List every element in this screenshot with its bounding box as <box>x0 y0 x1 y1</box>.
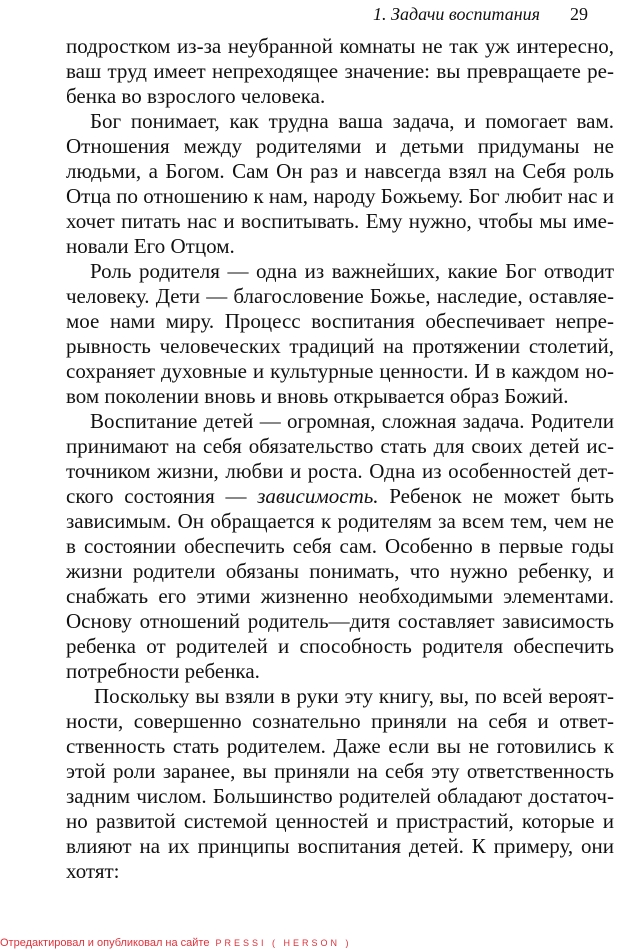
page-number: 29 <box>570 4 588 24</box>
paragraph-text-end: Ребенок не может быть зависимым. Он обращается к родителям за всем тем, чем не в состоянии обеспечить себя сам. Особенно в первые годы жизни родители обязаны понимать, что нужно ребенку, и снабжать его этими жизненно необходимыми элементами. Основу отношений родитель—дитя составляет зависимость ребенка от родителей и способность родителя обеспечить потребности ребенка. <box>66 484 614 683</box>
chapter-title: 1. Задачи воспитания <box>373 4 540 24</box>
paragraph-god-understands: Бог понимает, как трудна ваша задача, и помогает вам. Отношения между родителями и детьми придуманы не людьми, а Богом. Сам Он раз и навсегда взял на Себя роль Отца по отношению к нам, народу Божьему. Бог любит нас и хочет питать нас и воспитывать. Ему нужно, чтобы мы именовали Его Отцом. <box>66 109 614 258</box>
body-text <box>66 34 614 884</box>
emphasis-dependence: зависимость. <box>257 484 379 508</box>
footer-credit-text: Отредактировал и опубликовал на сайте <box>0 937 210 949</box>
paragraph-text-start: Воспитание детей — огромная, сложная задача. Родители принимают на себя обязательство стать для своих детей источником жизни, любви и роста. Одна из особенностей детского состояния — <box>66 409 614 508</box>
paragraph-continuation: подростком из-за неубранной комнаты не так уж интересно, ваш труд имеет непреходящее значение: вы превращаете ребенка во взрослого человека. <box>66 34 614 108</box>
footer-site-name: PRESSI ( HERSON ) <box>215 938 352 948</box>
paragraph-parent-role: Роль родителя — одна из важнейших, какие Бог отводит человеку. Дети — благословение Божье, наследие, оставляемое нами миру. Процесс воспитания обеспечивает непрерывность человеческих традиций на протяжении столетий, сохраняет духовные и культурные ценности. И в каждом новом поколении вновь и вновь открывается образ Божий. <box>66 259 614 408</box>
footer-credit <box>0 936 351 950</box>
paragraph-since-you-took-book: Поскольку вы взяли в руки эту книгу, вы, по всей вероятности, совершенно сознательно приняли на себя и ответственность стать родителем. Даже если вы не готовились к этой роли заранее, вы приняли на себя эту ответственность задним числом. Большинство родителей обладают достаточно развитой системой ценностей и пристрастий, которые и влияют на их принципы воспитания детей. К примеру, они хотят: <box>66 684 614 883</box>
running-head <box>60 2 588 26</box>
paragraph-raising-children <box>66 409 614 684</box>
